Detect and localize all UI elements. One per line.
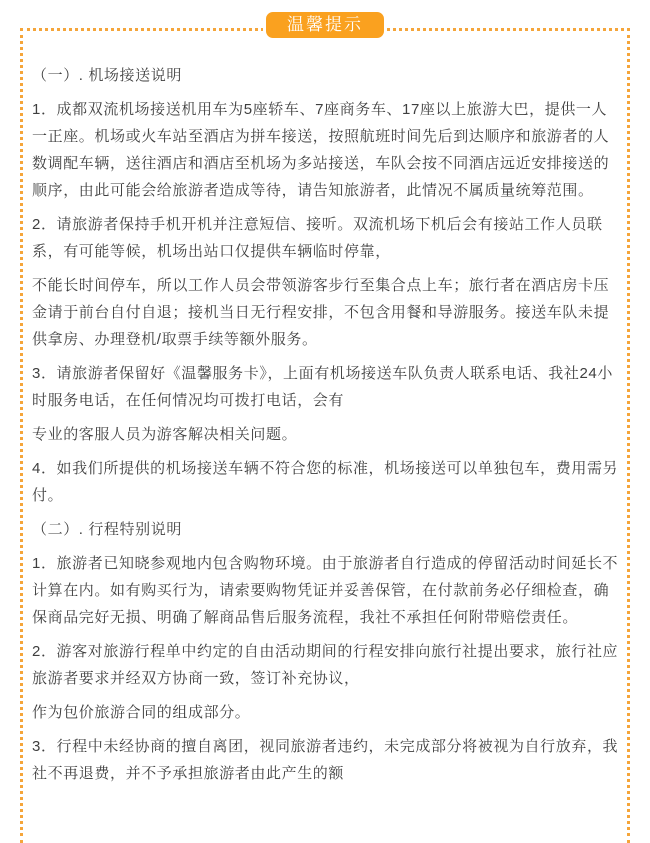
section2-heading: （二）. 行程特别说明 [32,521,182,538]
section1-paragraph-4: 3．请旅游者保留好《温馨服务卡》，上面有机场接送车队负责人联系电话、我社24小时服务电话，在任何情况均可拨打电话，会有 [32,365,613,409]
section2-paragraph-4: 3．行程中未经协商的擅自离团，视同旅游者违约，未完成部分将被视为自行放弃，我社不再退费，并不予承担旅游者由此产生的额 [32,738,619,782]
dotted-border-frame [20,28,630,843]
section1-paragraph-3: 不能长时间停车，所以工作人员会带领游客步行至集合点上车；旅行者在酒店房卡压金请于前台自付自退；接机当日无行程安排，不包含用餐和导游服务。接送车队未提供拿房、办理登机/取票手续等额外服务。 [32,277,610,348]
section1-paragraph-2: 2．请旅游者保持手机开机并注意短信、接听。双流机场下机后会有接站工作人员联系，有可能等候，机场出站口仅提供车辆临时停靠， [32,216,603,260]
section2-paragraph-1: 1．旅游者已知晓参观地内包含购物环境。由于旅游者自行造成的停留活动时间延长不计算在内。如有购买行为，请索要购物凭证并妥善保管，在付款前务必仔细检查，确保商品完好无损、明确了解商品售后服务流程，我社不承担任何附带赔偿责任。 [32,555,619,626]
section1-paragraph-5: 专业的客服人员为游客解决相关问题。 [32,426,298,443]
warm-tips-badge-label: 温馨提示 [287,15,363,34]
warm-tips-badge [263,9,387,41]
section1-paragraph-1: 1．成都双流机场接送机用车为5座轿车、7座商务车、17座以上旅游大巴，提供一人一正座。机场或火车站至酒店为拼车接送，按照航班时间先后到达顺序和旅游者的人数调配车辆，送往酒店和酒店至机场为多站接送，车队会按不同酒店远近安排接送的顺序，由此可能会给旅游者造成等待，请告知旅游者，此情况不属质量统筹范围。 [32,101,610,199]
notice-content [23,31,627,787]
section1-paragraph-6: 4．如我们所提供的机场接送车辆不符合您的标准，机场接送可以单独包车，费用需另付。 [32,460,619,504]
section2-paragraph-3: 作为包价旅游合同的组成部分。 [32,704,251,721]
section2-paragraph-2: 2．游客对旅游行程单中约定的自由活动期间的行程安排向旅行社提出要求，旅行社应旅游者要求并经双方协商一致，签订补充协议， [32,643,619,687]
section1-heading: （一）. 机场接送说明 [32,67,182,84]
